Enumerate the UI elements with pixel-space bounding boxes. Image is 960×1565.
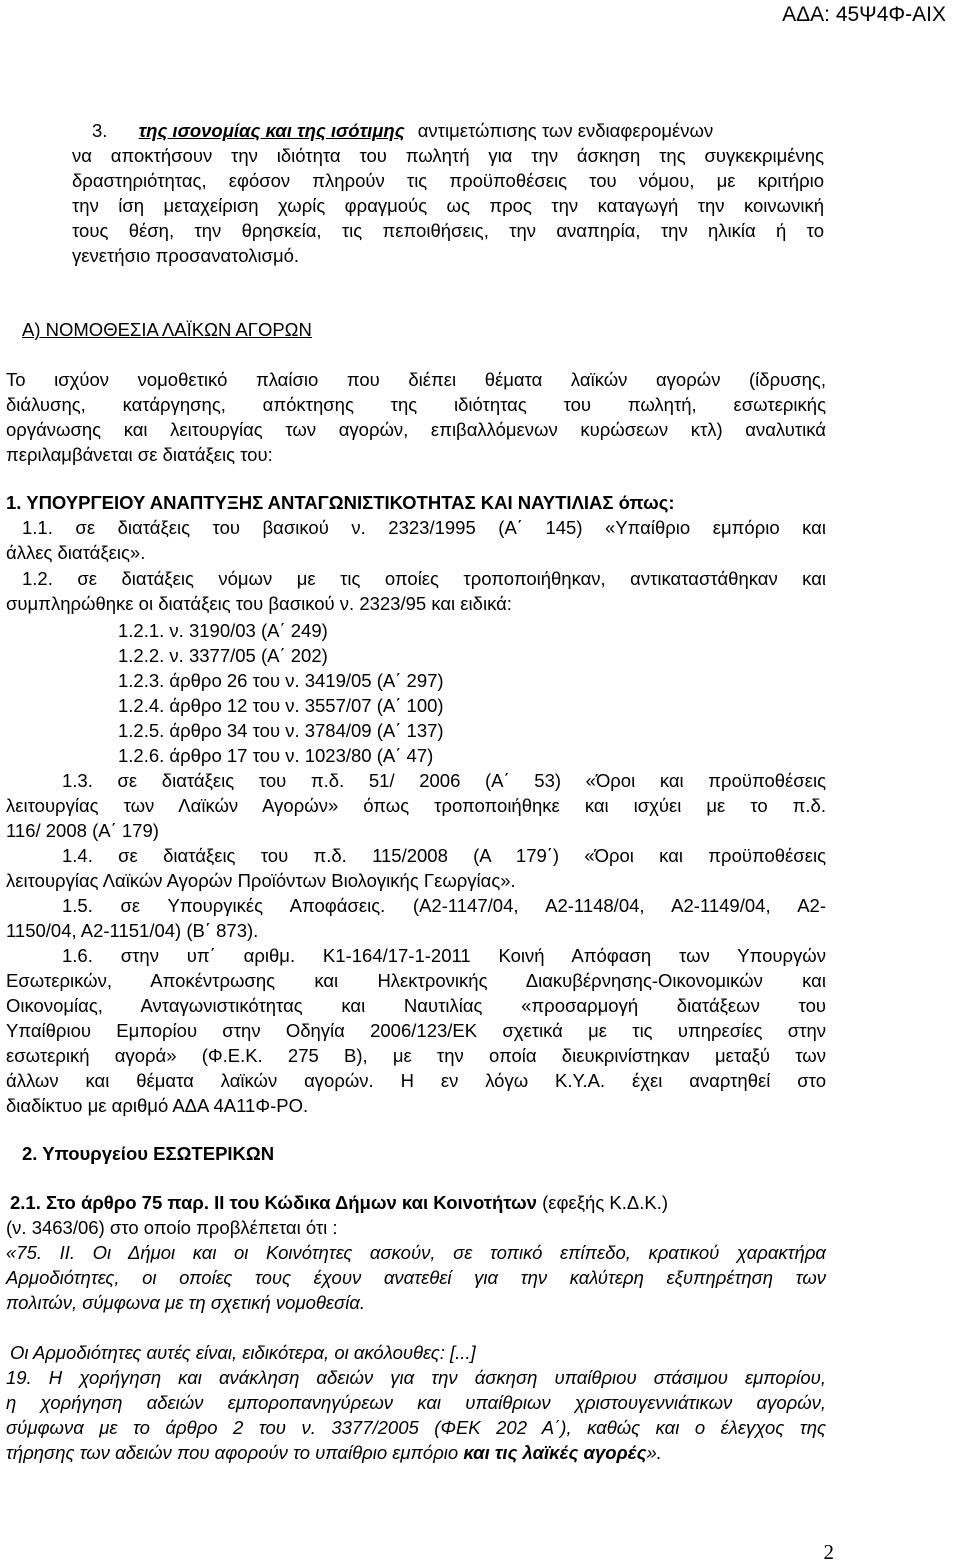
quote-line5: 19. Η χορήγηση και ανάκληση αδειών για την άσκηση υπαίθριου στάσιμου εμπορίου,	[6, 1367, 826, 1388]
item3-line1-rest: αντιμετώπισης των ενδιαφερομένων	[417, 120, 714, 141]
ministry2-heading: 2. Υπουργείου ΕΣΩΤΕΡΙΚΩΝ	[22, 1143, 275, 1164]
item-1-3-b: λειτουργίας των Λαϊκών Αγορών» όπως τροποποιήθηκε και ισχύει με το π.δ.	[6, 795, 826, 816]
quote-line3: πολιτών, σύμφωνα με τη σχετική νομοθεσία.	[6, 1292, 366, 1313]
quote-line8-end: ».	[646, 1442, 662, 1463]
item-1-2-1: 1.2.1. ν. 3190/03 (Α΄ 249)	[118, 620, 328, 641]
item-2-1-a	[10, 1190, 668, 1215]
item-1-6-b: Εσωτερικών, Αποκέντρωσης και Ηλεκτρονικής Διακυβέρνησης-Οικονομικών και	[6, 970, 826, 991]
item-1-4-a: 1.4. σε διατάξεις του π.δ. 115/2008 (Α 179΄) «Όροι και προϋποθέσεις	[62, 845, 826, 866]
ministry1-heading: 1. ΥΠΟΥΡΓΕΙΟΥ ΑΝΑΠΤΥΞΗΣ ΑΝΤΑΓΩΝΙΣΤΙΚΟΤΗΤΑΣ ΚΑΙ ΝΑΥΤΙΛΙΑΣ όπως:	[6, 492, 675, 513]
item-1-5-b: 1150/04, Α2-1151/04) (Β΄ 873).	[6, 920, 259, 941]
quote-line1: «75. ΙΙ. Οι Δήμοι και οι Κοινότητες ασκούν, σε τοπικό επίπεδο, κρατικού χαρακτήρα	[6, 1242, 826, 1263]
section-a-p1: Το ισχύον νομοθετικό πλαίσιο που διέπει θέματα λαϊκών αγορών (ίδρυσης,	[6, 369, 826, 390]
item-1-2-3: 1.2.3. άρθρο 26 του ν. 3419/05 (Α΄ 297)	[118, 670, 444, 691]
item-1-6-d: Υπαίθριου Εμπορίου στην Οδηγία 2006/123/ΕΚ σχετικά με τις υπηρεσίες στην	[6, 1020, 826, 1041]
item-2-1-bold: 2.1. Στο άρθρο 75 παρ. ΙΙ του Κώδικα Δήμων και Κοινοτήτων	[10, 1192, 537, 1213]
item-1-4-b: λειτουργίας Λαϊκών Αγορών Προϊόντων Βιολογικής Γεωργίας».	[6, 870, 516, 891]
item-1-2-2: 1.2.2. ν. 3377/05 (Α΄ 202)	[118, 645, 328, 666]
item-1-1-b: άλλες διατάξεις».	[6, 542, 146, 563]
item3-line4: την ίση μεταχείριση χωρίς φραγμούς ως προς την καταγωγή την κοινωνική	[72, 195, 824, 216]
item-1-1-a: 1.1. σε διατάξεις του βασικού ν. 2323/1995 (Α΄ 145) «Υπαίθριο εμπόριο και	[22, 517, 826, 538]
item-1-2-a: 1.2. σε διατάξεις νόμων με τις οποίες τροποποιήθηκαν, αντικαταστάθηκαν και	[22, 568, 826, 589]
item-1-2-5: 1.2.5. άρθρο 34 του ν. 3784/09 (Α΄ 137)	[118, 720, 444, 741]
item-1-6-e: εσωτερική αγορά» (Φ.Ε.Κ. 275 Β), με την οποία διευκρινίστηκαν μεταξύ των	[6, 1045, 826, 1066]
section-a-p4: περιλαμβάνεται σε διατάξεις του:	[6, 444, 273, 465]
page-number: 2	[823, 1540, 834, 1564]
section-a-p2: διάλυσης, κατάργησης, απόκτησης της ιδιότητας του πωλητή, εσωτερικής	[6, 394, 826, 415]
item-1-6-g: διαδίκτυο με αριθμό ΑΔΑ 4Α11Φ-ΡΟ.	[6, 1095, 309, 1116]
quote-line6: η χορήγηση αδειών εμποροπανηγύρεων και υπαίθριων χριστουγεννιάτικων αγορών,	[6, 1392, 826, 1413]
item3-title: της ισονομίας και της ισότιμης	[138, 120, 405, 141]
item-1-6-a: 1.6. στην υπ΄ αριθμ. Κ1-164/17-1-2011 Κοινή Απόφαση των Υπουργών	[62, 945, 826, 966]
item3-line6: γενετήσιο προσανατολισμό.	[72, 245, 300, 266]
item-1-5-a: 1.5. σε Υπουργικές Αποφάσεις. (Α2-1147/04, Α2-1148/04, Α2-1149/04, Α2-	[62, 895, 826, 916]
item3-number: 3.	[92, 120, 108, 141]
item-1-2-4: 1.2.4. άρθρο 12 του ν. 3557/07 (Α΄ 100)	[118, 695, 444, 716]
quote-line4: Οι Αρμοδιότητες αυτές είναι, ειδικότερα, οι ακόλουθες: [...]	[10, 1342, 476, 1363]
quote-line8-text: τήρησης των αδειών που αφορούν το υπαίθριο εμπόριο	[6, 1442, 459, 1463]
item-2-1-b: (ν. 3463/06) στο οποίο προβλέπεται ότι :	[6, 1217, 338, 1238]
section-a-p3: οργάνωσης και λειτουργίας των αγορών, επιβαλλόμενων κυρώσεων κτλ) αναλυτικά	[6, 419, 826, 440]
quote-line8-bold: και τις λαϊκές αγορές	[463, 1442, 647, 1463]
item-1-6-c: Οικονομίας, Ανταγωνιστικότητας και Ναυτιλίας «προσαρμογή διατάξεων του	[6, 995, 826, 1016]
item3-line1	[92, 118, 713, 143]
item-1-3-c: 116/ 2008 (Α΄ 179)	[6, 820, 159, 841]
quote-line8	[6, 1440, 662, 1465]
quote-line2: Αρμοδιότητες, οι οποίες τους έχουν ανατεθεί για την καλύτερη εξυπηρέτηση των	[6, 1267, 826, 1288]
ada-header: ΑΔΑ: 45Ψ4Φ-ΑΙΧ	[782, 3, 946, 26]
item3-line5: τους θέση, την θρησκεία, τις πεποιθήσεις, την αναπηρία, την ηλικία ή το	[72, 220, 824, 241]
item3-line3: δραστηριότητας, εφόσον πληρούν τις προϋποθέσεις του νόμου, με κριτήριο	[72, 170, 824, 191]
item-1-2-b: συμπληρώθηκε οι διατάξεις του βασικού ν. 2323/95 και ειδικά:	[6, 593, 512, 614]
item-1-6-f: άλλων και θέματα λαϊκών αγορών. Η εν λόγω Κ.Υ.Α. έχει αναρτηθεί στο	[6, 1070, 826, 1091]
item-1-2-6: 1.2.6. άρθρο 17 του ν. 1023/80 (Α΄ 47)	[118, 745, 434, 766]
quote-line7: σύμφωνα με το άρθρο 2 του ν. 3377/2005 (ΦΕΚ 202 Α΄), καθώς και ο έλεγχος της	[6, 1417, 826, 1438]
item3-line2: να αποκτήσουν την ιδιότητα του πωλητή για την άσκηση της συγκεκριμένης	[72, 145, 824, 166]
section-a-title: Α) ΝΟΜΟΘΕΣΙΑ ΛΑΪΚΩΝ ΑΓΟΡΩΝ	[22, 319, 312, 340]
item-2-1-rest: (εφεξής Κ.Δ.Κ.)	[542, 1192, 668, 1213]
item-1-3-a: 1.3. σε διατάξεις του π.δ. 51/ 2006 (Α΄ 53) «Όροι και προϋποθέσεις	[62, 770, 826, 791]
